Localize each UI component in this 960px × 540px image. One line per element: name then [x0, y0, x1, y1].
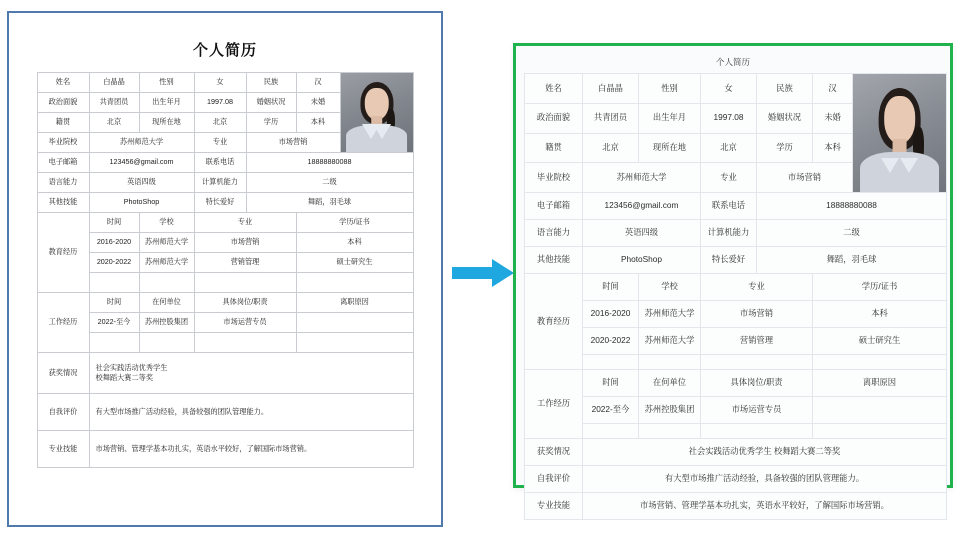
- label-name: 姓名: [525, 74, 583, 104]
- label-ethnicity: 民族: [246, 73, 296, 93]
- table-row: [525, 274, 947, 301]
- value-ethnicity: 汉: [813, 74, 853, 104]
- edu-r0-c2: 市场营销: [194, 233, 296, 253]
- label-gender: 性别: [139, 73, 194, 93]
- label-hobbies: 特长爱好: [194, 193, 246, 213]
- edu-header-1: 学校: [639, 274, 701, 301]
- table-row: [525, 466, 947, 493]
- label-birth-date: 出生年月: [139, 93, 194, 113]
- work-r1-c0: [89, 333, 139, 353]
- table-row: [37, 213, 413, 233]
- work-r0-c0: 2022-至今: [583, 397, 639, 424]
- work-header-1: 在何单位: [139, 293, 194, 313]
- result-document-panel: [513, 43, 953, 511]
- label-email: 电子邮箱: [37, 153, 89, 173]
- label-education-level: 学历: [757, 133, 813, 163]
- table-row: [37, 333, 413, 353]
- label-birth-date: 出生年月: [639, 103, 701, 133]
- value-major: 市场营销: [246, 133, 340, 153]
- transform-arrow: [452, 259, 514, 287]
- value-computer: 二级: [757, 220, 947, 247]
- edu-r2-c1: [639, 355, 701, 370]
- work-header-0: 时间: [89, 293, 139, 313]
- value-marital-status: 未婚: [813, 103, 853, 133]
- table-row: [37, 173, 413, 193]
- table-row: [525, 370, 947, 397]
- table-row: [37, 313, 413, 333]
- edu-r0-c1: 苏州师范大学: [139, 233, 194, 253]
- label-political-status: 政治面貌: [37, 93, 89, 113]
- edu-r2-c1: [139, 273, 194, 293]
- edu-r1-c3: 硕士研究生: [813, 328, 947, 355]
- value-ethnicity: 汉: [296, 73, 340, 93]
- value-awards: 社会实践活动优秀学生 校舞蹈大赛二等奖: [583, 439, 947, 466]
- value-email: 123456@gmail.com: [89, 153, 194, 173]
- value-current-location: 北京: [194, 113, 246, 133]
- table-row: [37, 353, 413, 394]
- table-row: [37, 73, 413, 93]
- portrait-photo: [853, 74, 946, 192]
- table-row: [525, 301, 947, 328]
- table-row: [525, 193, 947, 220]
- value-professional-skills: 市场营销、管理学基本功扎实，英语水平较好，了解国际市场营销。: [583, 493, 947, 520]
- label-awards: 获奖情况: [525, 439, 583, 466]
- label-professional-skills: 专业技能: [525, 493, 583, 520]
- label-email: 电子邮箱: [525, 193, 583, 220]
- label-major: 专业: [194, 133, 246, 153]
- work-header-1: 在何单位: [639, 370, 701, 397]
- value-school: 苏州师范大学: [89, 133, 194, 153]
- table-row: [37, 153, 413, 173]
- label-education-history: 教育经历: [37, 213, 89, 293]
- work-r0-c1: 苏州控股集团: [639, 397, 701, 424]
- label-awards: 获奖情况: [37, 353, 89, 394]
- edu-r0-c1: 苏州师范大学: [639, 301, 701, 328]
- edu-header-3: 学历/证书: [296, 213, 413, 233]
- value-birth-date: 1997.08: [701, 103, 757, 133]
- value-other-skills: PhotoShop: [583, 247, 701, 274]
- value-major: 市场营销: [757, 163, 853, 193]
- value-self-evaluation: 有大型市场推广活动经验，具备较强的团队管理能力。: [89, 394, 413, 431]
- table-row: [525, 493, 947, 520]
- portrait-collar-right: [373, 124, 391, 139]
- table-row: [37, 253, 413, 273]
- label-education-history: 教育经历: [525, 274, 583, 370]
- label-school: 毕业院校: [37, 133, 89, 153]
- label-computer: 计算机能力: [194, 173, 246, 193]
- value-professional-skills: 市场营销、管理学基本功扎实，英语水平较好，了解国际市场营销。: [89, 431, 413, 468]
- edu-header-3: 学历/证书: [813, 274, 947, 301]
- work-r0-c0: 2022-至今: [89, 313, 139, 333]
- edu-r1-c3: 硕士研究生: [296, 253, 413, 273]
- work-r1-c1: [139, 333, 194, 353]
- edu-r0-c3: 本科: [813, 301, 947, 328]
- edu-r2-c2: [194, 273, 296, 293]
- label-work-history: 工作经历: [37, 293, 89, 353]
- edu-r2-c0: [89, 273, 139, 293]
- value-school: 苏州师范大学: [583, 163, 701, 193]
- value-native-place: 北京: [89, 113, 139, 133]
- label-professional-skills: 专业技能: [37, 431, 89, 468]
- photo-cell: [853, 74, 947, 193]
- value-current-location: 北京: [701, 133, 757, 163]
- edu-r1-c1: 苏州师范大学: [639, 328, 701, 355]
- edu-r1-c0: 2020-2022: [89, 253, 139, 273]
- value-self-evaluation: 有大型市场推广活动经验，具备较强的团队管理能力。: [583, 466, 947, 493]
- arrow-right-icon: [452, 259, 514, 287]
- value-language: 英语四级: [89, 173, 194, 193]
- portrait-face-shape: [364, 88, 388, 120]
- label-current-location: 现所在地: [639, 133, 701, 163]
- edu-header-2: 专业: [701, 274, 813, 301]
- label-native-place: 籍贯: [525, 133, 583, 163]
- value-phone: 18888880088: [246, 153, 413, 173]
- table-row: [525, 424, 947, 439]
- work-r0-c3: [296, 313, 413, 333]
- work-r1-c3: [296, 333, 413, 353]
- edu-header-2: 专业: [194, 213, 296, 233]
- portrait-face-shape: [884, 96, 916, 143]
- work-header-3: 离职原因: [296, 293, 413, 313]
- table-row: [37, 431, 413, 468]
- value-language: 英语四级: [583, 220, 701, 247]
- work-header-0: 时间: [583, 370, 639, 397]
- label-language: 语言能力: [37, 173, 89, 193]
- work-r1-c3: [813, 424, 947, 439]
- label-computer: 计算机能力: [701, 220, 757, 247]
- edu-header-1: 学校: [139, 213, 194, 233]
- edu-r0-c0: 2016-2020: [583, 301, 639, 328]
- label-political-status: 政治面貌: [525, 103, 583, 133]
- label-education-level: 学历: [246, 113, 296, 133]
- edu-r1-c2: 营销管理: [194, 253, 296, 273]
- edu-r2-c3: [296, 273, 413, 293]
- table-row: [37, 394, 413, 431]
- label-ethnicity: 民族: [757, 74, 813, 104]
- table-row: [525, 439, 947, 466]
- result-page-title: 个人简历: [715, 57, 750, 67]
- value-gender: 女: [701, 74, 757, 104]
- label-current-location: 现所在地: [139, 113, 194, 133]
- portrait-photo: [341, 73, 413, 152]
- edu-r2-c2: [701, 355, 813, 370]
- edu-header-0: 时间: [89, 213, 139, 233]
- table-row: [525, 397, 947, 424]
- label-native-place: 籍贯: [37, 113, 89, 133]
- label-name: 姓名: [37, 73, 89, 93]
- work-header-2: 具体岗位/职责: [701, 370, 813, 397]
- resume-table-original: [37, 72, 414, 468]
- resume-table-result: [524, 73, 947, 520]
- work-header-2: 具体岗位/职责: [194, 293, 296, 313]
- work-r0-c2: 市场运营专员: [194, 313, 296, 333]
- value-other-skills: PhotoShop: [89, 193, 194, 213]
- value-gender: 女: [194, 73, 246, 93]
- label-language: 语言能力: [525, 220, 583, 247]
- value-awards: [89, 353, 413, 394]
- edu-r0-c2: 市场营销: [701, 301, 813, 328]
- value-native-place: 北京: [583, 133, 639, 163]
- value-name: 白晶晶: [89, 73, 139, 93]
- work-r1-c2: [194, 333, 296, 353]
- label-self-evaluation: 自我评价: [37, 394, 89, 431]
- value-political-status: 共青团员: [583, 103, 639, 133]
- label-marital-status: 婚姻状况: [757, 103, 813, 133]
- table-row: [37, 273, 413, 293]
- edu-header-0: 时间: [583, 274, 639, 301]
- value-birth-date: 1997.08: [194, 93, 246, 113]
- value-hobbies: 舞蹈，羽毛球: [757, 247, 947, 274]
- table-row: [37, 233, 413, 253]
- value-political-status: 共青团员: [89, 93, 139, 113]
- label-other-skills: 其他技能: [37, 193, 89, 213]
- value-phone: 18888880088: [757, 193, 947, 220]
- edu-r2-c3: [813, 355, 947, 370]
- table-row: [525, 328, 947, 355]
- value-education-level: 本科: [296, 113, 340, 133]
- work-r0-c3: [813, 397, 947, 424]
- value-email: 123456@gmail.com: [583, 193, 701, 220]
- work-r0-c1: 苏州控股集团: [139, 313, 194, 333]
- table-row: [525, 247, 947, 274]
- value-hobbies: 舞蹈，羽毛球: [246, 193, 413, 213]
- label-phone: 联系电话: [701, 193, 757, 220]
- portrait-collar-right: [900, 158, 918, 173]
- table-row: [37, 193, 413, 213]
- table-row: [525, 74, 947, 104]
- label-phone: 联系电话: [194, 153, 246, 173]
- edu-r0-c3: 本科: [296, 233, 413, 253]
- table-row: [37, 293, 413, 313]
- edu-r1-c2: 营销管理: [701, 328, 813, 355]
- label-marital-status: 婚姻状况: [246, 93, 296, 113]
- label-work-history: 工作经历: [525, 370, 583, 439]
- work-header-3: 离职原因: [813, 370, 947, 397]
- edu-r2-c0: [583, 355, 639, 370]
- edu-r0-c0: 2016-2020: [89, 233, 139, 253]
- awards-line-2: 校舞蹈大赛二等奖: [95, 373, 154, 382]
- label-self-evaluation: 自我评价: [525, 466, 583, 493]
- work-r0-c2: 市场运营专员: [701, 397, 813, 424]
- work-r1-c0: [583, 424, 639, 439]
- value-name: 白晶晶: [583, 74, 639, 104]
- awards-line-1: 社会实践活动优秀学生: [95, 362, 168, 372]
- label-hobbies: 特长爱好: [701, 247, 757, 274]
- label-school: 毕业院校: [525, 163, 583, 193]
- label-other-skills: 其他技能: [525, 247, 583, 274]
- source-document-panel: [7, 11, 443, 527]
- page-title: 个人简历: [192, 42, 257, 59]
- value-marital-status: 未婚: [296, 93, 340, 113]
- table-row: [525, 355, 947, 370]
- label-gender: 性别: [639, 74, 701, 104]
- work-r1-c2: [701, 424, 813, 439]
- label-major: 专业: [701, 163, 757, 193]
- photo-cell: [340, 73, 413, 153]
- value-computer: 二级: [246, 173, 413, 193]
- work-r1-c1: [639, 424, 701, 439]
- value-education-level: 本科: [813, 133, 853, 163]
- edu-r1-c1: 苏州师范大学: [139, 253, 194, 273]
- edu-r1-c0: 2020-2022: [583, 328, 639, 355]
- portrait-collar-left: [881, 158, 899, 173]
- table-row: [525, 220, 947, 247]
